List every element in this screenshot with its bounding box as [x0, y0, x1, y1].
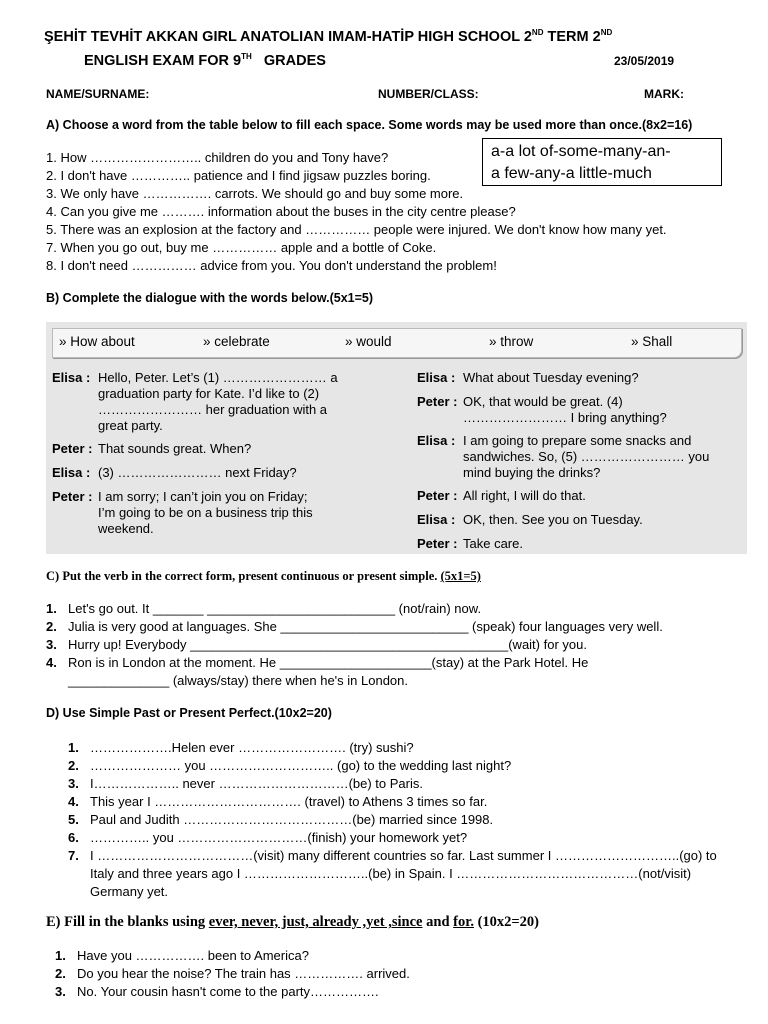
list-item: 6. ………….. you …………………………(finish) your homework yet?: [68, 830, 468, 845]
dialogue-line: Elisa : What about Tuesday evening?: [417, 370, 639, 385]
section-e-list: [55, 947, 410, 1001]
list-item: 4. Can you give me ………. information about the buses in the city centre please?: [46, 204, 516, 219]
speaker: Elisa :: [52, 465, 91, 480]
dialogue-line: Peter : That sounds great. When?: [52, 441, 252, 456]
word-option: » would: [345, 334, 392, 349]
list-item: 8. I don't need …………… advice from you. You don't understand the problem!: [46, 258, 497, 273]
mark-label: MARK:: [644, 87, 684, 101]
section-d-title: D) Use Simple Past or Present Perfect.(10x2=20): [46, 706, 332, 720]
dialogue-line: Peter : I am sorry; I can’t join you on Friday; I’m going to be on a business trip this weekend.: [52, 489, 313, 536]
speaker: Peter :: [52, 441, 93, 456]
number-label: NUMBER/CLASS:: [378, 87, 479, 101]
section-c-title: C) Put the verb in the correct form, present continuous or present simple. (5x1=5): [46, 569, 481, 583]
dialogue-line: Elisa : I am going to prepare some snacks and sandwiches. So, (5) …………………… you mind buying the drinks?: [417, 433, 710, 480]
speaker: Elisa :: [417, 512, 456, 527]
list-item: 4. Ron is in London at the moment. He _____________________(stay) at the Park Hotel. He: [46, 655, 589, 670]
list-item: 3. I……………….. never …………………………(be) to Paris.: [68, 776, 423, 791]
list-item: 2. ………………… you ……………………….. (go) to the wedding last night?: [68, 758, 512, 773]
section-a-title: A) Choose a word from the table below to fill each space. Some words may be used more than once.(8x2=16): [46, 118, 693, 132]
dialogue-line: Peter : All right, I will do that.: [417, 488, 586, 503]
list-item: 1. Let's go out. It _______ __________________________ (not/rain) now.: [46, 601, 482, 616]
word-box: a-a lot of-some-many-an- a few-any-a little-much: [482, 138, 722, 186]
speaker: Elisa :: [417, 433, 456, 448]
list-item: ______________ (always/stay) there when he's in London.: [68, 673, 408, 688]
list-item: 3. No. Your cousin hasn't come to the party…………….: [55, 984, 379, 999]
list-item: 3. We only have ……………. carrots. We should go and buy some more.: [46, 186, 464, 201]
list-item: 4. This year I ……………………………. (travel) to Athens 3 times so far.: [68, 794, 488, 809]
list-item: 1. How …………………….. children do you and Tony have?: [46, 150, 389, 165]
speaker: Elisa :: [417, 370, 456, 385]
list-item: Germany yet.: [90, 884, 169, 899]
dialogue-line: Elisa : (3) …………………… next Friday?: [52, 465, 297, 480]
speaker: Elisa :: [52, 370, 91, 385]
word-bar: [52, 328, 742, 358]
list-item: 2. Do you hear the noise? The train has ……………. arrived.: [55, 966, 410, 981]
dialogue-line: Peter : OK, that would be great. (4) …………………… I bring anything?: [417, 394, 667, 425]
speaker: Peter :: [417, 488, 458, 503]
speaker: Peter :: [417, 394, 458, 409]
list-item: 2. Julia is very good at languages. She __________________________ (speak) four languages very well.: [46, 619, 663, 634]
speaker: Peter :: [417, 536, 458, 551]
list-item: 5. Paul and Judith …………………………………(be) married since 1998.: [68, 812, 494, 827]
word-option: » celebrate: [203, 334, 270, 349]
list-item: 3. Hurry up! Everybody ____________________________________________(wait) for you.: [46, 637, 587, 652]
name-label: NAME/SURNAME:: [46, 87, 150, 101]
dialogue-line: Peter : Take care.: [417, 536, 523, 551]
section-d-list: [68, 739, 717, 901]
list-item: 2. I don't have ………….. patience and I find jigsaw puzzles boring.: [46, 168, 431, 183]
word-option: » throw: [489, 334, 534, 349]
list-item: 7. I ………………………………(visit) many different countries so far. Last summer I ………………………..(go) to: [68, 848, 717, 863]
word-option: » Shall: [631, 334, 673, 349]
dialogue-line: Elisa : OK, then. See you on Tuesday.: [417, 512, 643, 527]
section-c-list: [46, 600, 663, 690]
list-item: Italy and three years ago I ………………………..(be) in Spain. I ……………………………………(not/visit): [90, 866, 692, 881]
exam-title: ENGLISH EXAM FOR 9: [84, 52, 242, 69]
exam-date: 23/05/2019: [614, 54, 675, 68]
dialogue-line: Elisa : Hello, Peter. Let’s (1) …………………… a graduation party for Kate. I’d like to (2) …………………… her graduation with a great party.: [52, 370, 338, 433]
word-option: » How about: [59, 334, 135, 349]
section-e-title: E) Fill in the blanks using ever, never, just, already ,yet ,since and for. (10x2=20): [46, 914, 539, 930]
section-b-title: B) Complete the dialogue with the words below.(5x1=5): [46, 291, 374, 305]
section-a-list: [46, 149, 667, 275]
school-name: ŞEHİT TEVHİT AKKAN GIRL ANATOLIAN IMAM-HATİP HIGH SCHOOL 2: [44, 28, 532, 45]
speaker: Peter :: [52, 489, 93, 504]
list-item: 1. ……………….Helen ever ……………………. (try) sushi?: [68, 740, 414, 755]
list-item: 7. When you go out, buy me …………… apple and a bottle of Coke.: [46, 240, 437, 255]
list-item: 5. There was an explosion at the factory and …………… people were injured. We don't know how many yet.: [46, 222, 667, 237]
list-item: 1. Have you ……………. been to America?: [55, 948, 309, 963]
